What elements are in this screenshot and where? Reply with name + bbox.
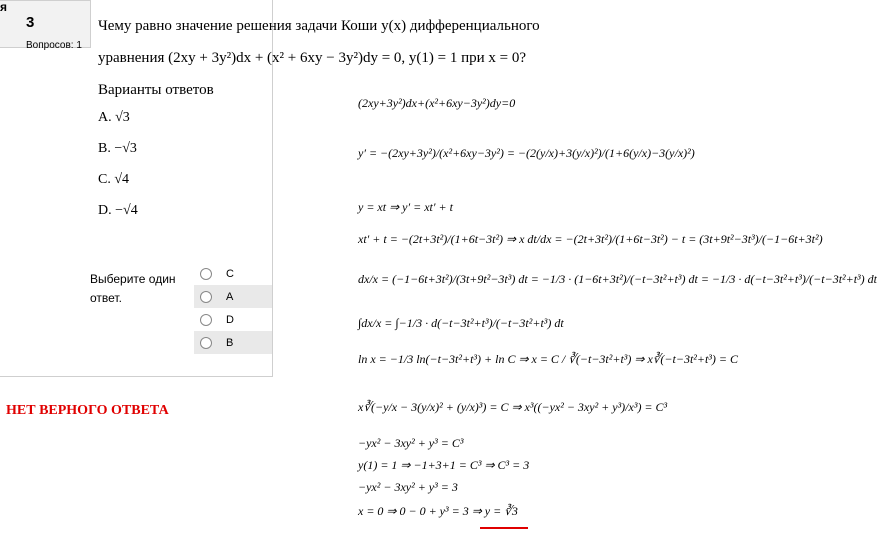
variant-c: C. √4 — [98, 172, 130, 187]
solution-line: ln x = −1/3 ln(−t−3t²+t³) + ln C ⇒ x = C / ∛(−t−3t²+t³) ⇒ x∛(−t−3t²+t³) = C — [358, 352, 738, 366]
verdict-text: НЕТ ВЕРНОГО ОТВЕТА — [6, 403, 169, 418]
option-row-c[interactable] — [194, 262, 272, 285]
radio-button[interactable] — [200, 337, 212, 349]
variant-b: B. −√3 — [98, 141, 137, 156]
solution-line: xt′ + t = −(2t+3t²)/(1+6t−3t²) ⇒ x dt/dx = −(2t+3t²)/(1+6t−3t²) − t = (3t+9t²−3t³)/(−1−6t+3t²) — [358, 232, 823, 246]
solution-line: y(1) = 1 ⇒ −1+3+1 = C³ ⇒ C³ = 3 — [358, 458, 530, 472]
option-label: A — [226, 290, 234, 303]
option-label: B — [226, 336, 234, 349]
radio-button[interactable] — [200, 268, 212, 280]
question-text-line2: уравнения (2xy + 3y²)dx + (x² + 6xy − 3y²)dy = 0, y(1) = 1 при x = 0? — [98, 50, 527, 66]
choose-one-label: Выберите один ответ. — [90, 272, 176, 305]
solution-line: y′ = −(2xy+3y²)/(x²+6xy−3y²) = −(2(y/x)+3(y/x)²)/(1+6(y/x)−3(y/x)²) — [358, 146, 695, 160]
answer-options — [194, 262, 272, 354]
option-label: D — [226, 313, 234, 326]
question-number: 3 — [26, 14, 35, 31]
radio-button[interactable] — [200, 314, 212, 326]
option-row-d[interactable] — [194, 308, 272, 331]
solution-line: dx/x = (−1−6t+3t²)/(3t+9t²−3t³) dt = −1/3 · (1−6t+3t²)/(−t−3t²+t³) dt = −1/3 · d(−t−3t²+t³)/(−t−3t²+t³) dt — [358, 272, 877, 286]
variant-a: A. √3 — [98, 110, 130, 125]
option-label: C — [226, 267, 234, 280]
corner-mark: я — [0, 0, 8, 14]
option-row-a[interactable] — [194, 285, 272, 308]
solution-line: ∫dx/x = ∫−1/3 · d(−t−3t²+t³)/(−t−3t²+t³) dt — [358, 316, 564, 330]
option-row-b[interactable] — [194, 331, 272, 354]
question-text-line1: Чему равно значение решения задачи Коши y(x) дифференциального — [98, 18, 540, 34]
answer-underline — [480, 527, 528, 529]
variant-d: D. −√4 — [98, 203, 138, 218]
solution-line: x = 0 ⇒ 0 − 0 + y³ = 3 ⇒ y = ∛3 — [358, 504, 518, 518]
radio-button[interactable] — [200, 291, 212, 303]
variant-list — [98, 110, 138, 234]
solution-line: x∛(−y/x − 3(y/x)² + (y/x)³) = C ⇒ x³((−yx² − 3xy² + y³)/x³) = C³ — [358, 400, 668, 414]
solution-line: −yx² − 3xy² + y³ = C³ — [358, 436, 464, 450]
question-count: Вопросов: 1 — [26, 40, 82, 51]
variants-title: Варианты ответов — [98, 82, 214, 98]
solution-line: (2xy+3y²)dx+(x²+6xy−3y²)dy=0 — [358, 96, 516, 110]
solution-line: −yx² − 3xy² + y³ = 3 — [358, 480, 458, 494]
solution-line: y = xt ⇒ y′ = xt′ + t — [358, 200, 453, 214]
